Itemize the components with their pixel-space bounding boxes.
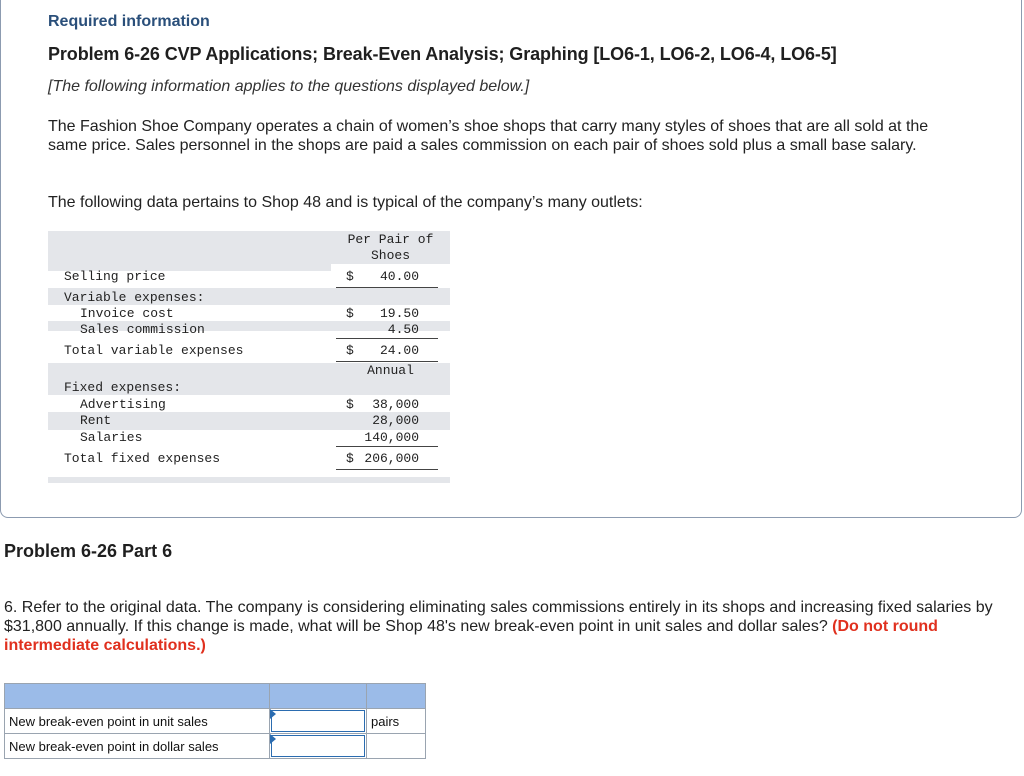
total-variable-value: 24.00 [379,343,419,358]
selling-price-label: Selling price [64,269,166,284]
rule-line [336,469,438,470]
dollar-sales-input[interactable] [271,735,365,757]
required-information-heading: Required information [48,13,210,30]
invoice-cost-value: 19.50 [379,306,419,321]
dollar-sign: $ [346,397,354,412]
table-footer-band [48,477,450,483]
per-pair-header: Per Pair of Shoes [347,232,434,263]
question-body: 6. Refer to the original data. The company is considering eliminating sales commissions entirely in its shops and increasing fixed salaries by $31,800 annually. If this change is made, what will be Shop 48's new break-even point in unit sales and dollar sales? [4,599,993,635]
unit-sales-cell [270,709,367,734]
dollar-sales-label: New break-even point in dollar sales [5,734,270,759]
dollar-sign: $ [346,451,354,466]
rule-line [336,446,438,447]
dollar-sales-unit [367,734,426,759]
unit-sales-label: New break-even point in unit sales [5,709,270,734]
problem-description: The Fashion Shoe Company operates a chain of women’s shoe shops that carry many styles of shoes that are all sold at the same price. Sales personnel in the shops are paid a sales commission on each pair of shoes sold plus a small base salary. [48,118,929,154]
advertising-label: Advertising [80,397,166,412]
input-flag-icon [270,709,276,719]
dollar-sales-cell [270,734,367,759]
part-title: Problem 6-26 Part 6 [4,541,173,561]
instruction-text: (Do not round intermediate calculations.) [4,618,938,654]
dollar-sign: $ [346,269,354,284]
salaries-value: 140,000 [364,430,419,445]
total-fixed-value: 206,000 [364,451,419,466]
header-cell [367,684,426,709]
fixed-expenses-label: Fixed expenses: [64,380,182,395]
total-variable-label: Total variable expenses [64,343,244,358]
selling-price-value: 40.00 [379,269,419,284]
cost-data-table [48,231,450,483]
answer-header-row [5,684,426,709]
annual-header: Annual [367,363,414,378]
header-cell [270,684,367,709]
unit-sales-input[interactable] [271,710,365,732]
answer-row-dollar-sales [5,734,426,759]
header-cell [5,684,270,709]
variable-expenses-label: Variable expenses: [64,290,205,305]
advertising-value: 38,000 [372,397,419,412]
rent-value: 28,000 [372,413,419,428]
dollar-sign: $ [346,343,354,358]
question-text [4,598,1014,655]
rule-line [336,287,438,288]
info-note: [The following information applies to the questions displayed below.] [48,78,530,95]
answer-row-unit-sales [5,709,426,734]
invoice-cost-label: Invoice cost [80,306,174,321]
salaries-label: Salaries [80,430,143,445]
sales-commission-label: Sales commission [80,322,205,337]
dollar-sign: $ [346,306,354,321]
sales-commission-value: 4.50 [387,322,419,337]
problem-title: Problem 6-26 CVP Applications; Break-Even Analysis; Graphing [LO6-1, LO6-2, LO6-4, LO6-5] [48,44,837,64]
total-fixed-label: Total fixed expenses [64,451,221,466]
rule-line [336,338,438,339]
data-intro: The following data pertains to Shop 48 and is typical of the company’s many outlets: [48,194,643,211]
unit-sales-unit: pairs [367,709,426,734]
input-flag-icon [270,734,276,744]
rule-line [336,361,438,362]
rent-label: Rent [80,413,112,428]
answer-table [4,683,426,759]
